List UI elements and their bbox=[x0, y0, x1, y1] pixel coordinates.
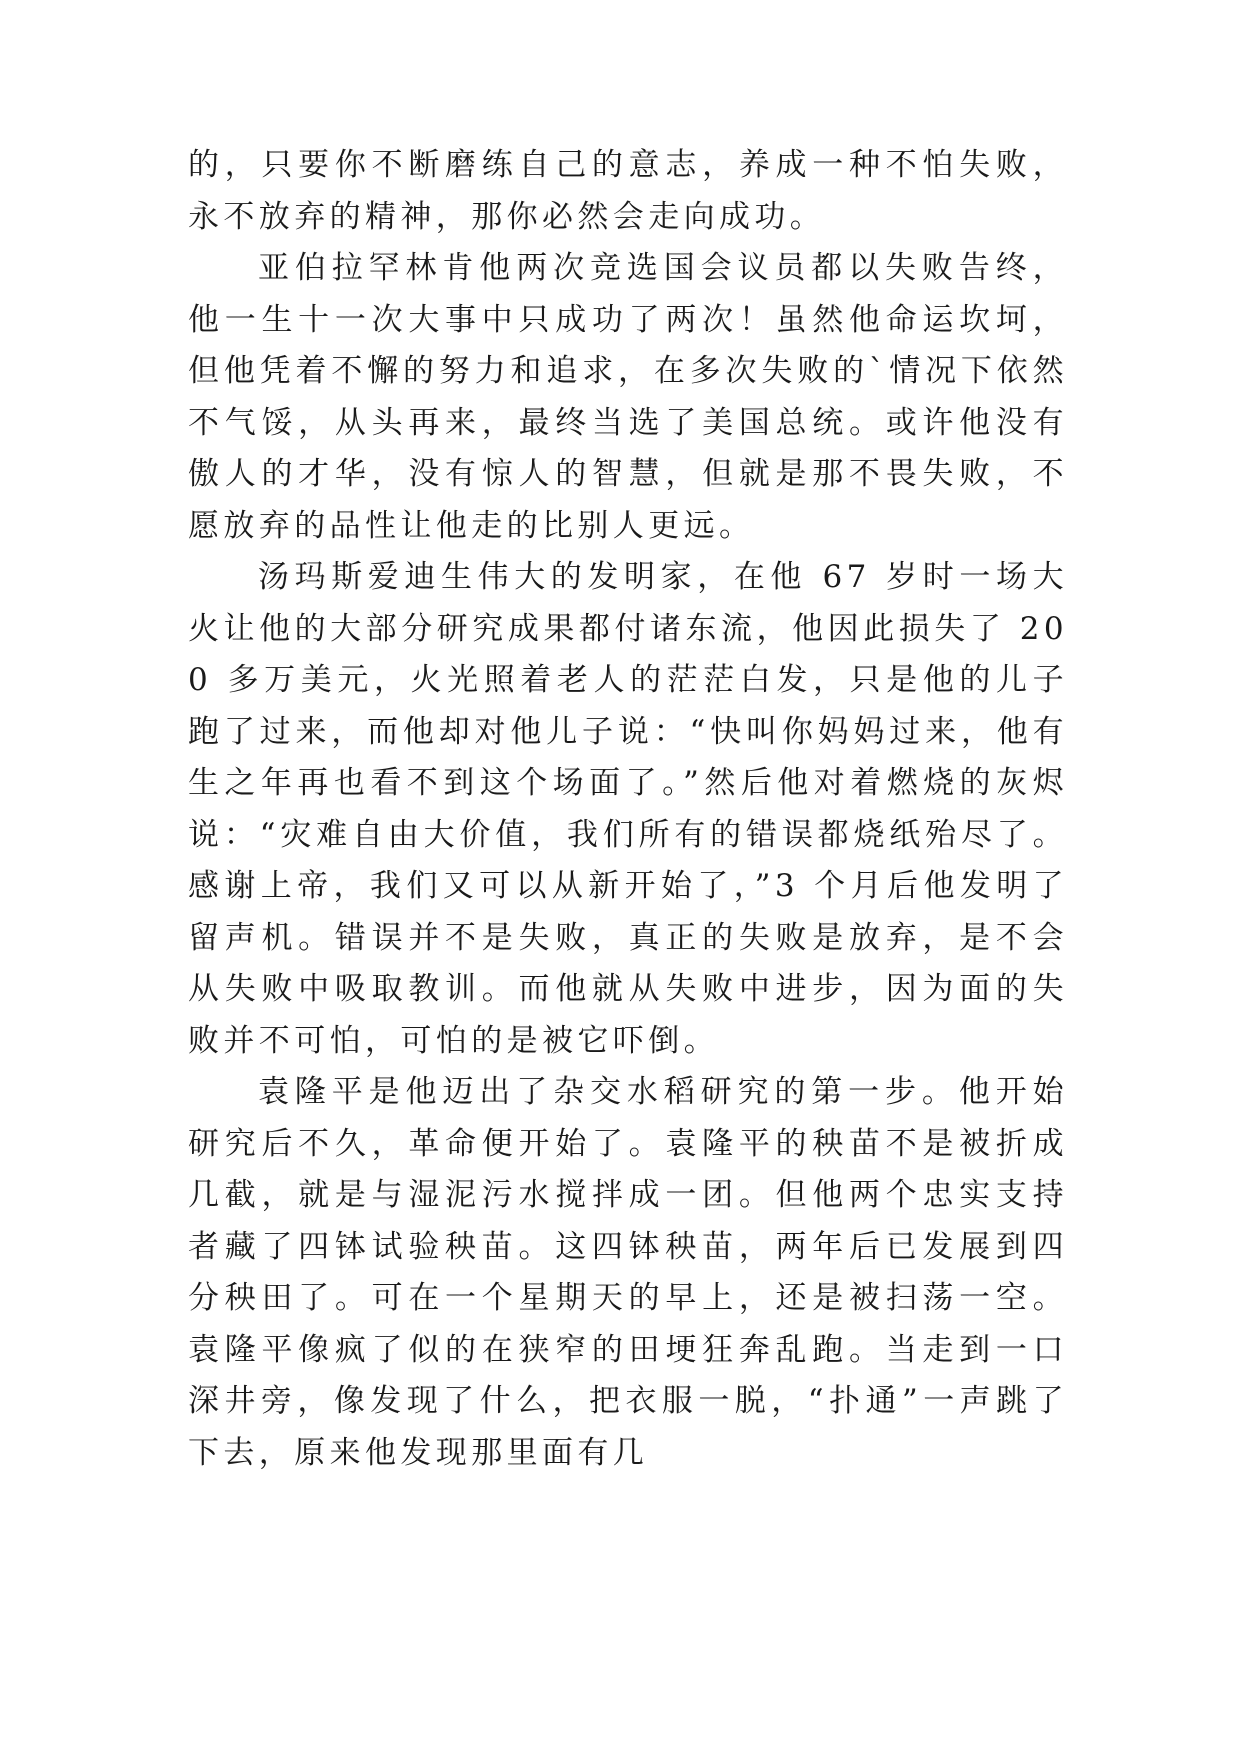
paragraph-1: 的，只要你不断磨练自己的意志，养成一种不怕失败，永不放弃的精神，那你必然会走向成功。 bbox=[188, 147, 1068, 235]
paragraph-4: 袁隆平是他迈出了杂交水稻研究的第一步。他开始研究后不久，革命便开始了。袁隆平的秧苗不是被折成几截，就是与湿泥污水搅拌成一团。但他两个忠实支持者藏了四钵试验秧苗。这四钵秧苗，两年后已发展到四分秧田了。可在一个星期天的早上，还是被扫荡一空。袁隆平像疯了似的在狭窄的田埂狂奔乱跑。当走到一口深井旁，像发现了什么，把衣服一脱，“扑通”一声跳了下去，原来他发现那里面有几 bbox=[188, 1074, 1068, 1471]
paragraph-3: 汤玛斯爱迪生伟大的发明家，在他 67 岁时一场大火让他的大部分研究成果都付诸东流，他因此损失了 200 多万美元，火光照着老人的茫茫白发，只是他的儿子跑了过来，而他却对他儿子说：“快叫你妈妈过来，他有生之年再也看不到这个场面了。”然后他对着燃烧的灰烬说：“灾难自由大价值，我们所有的错误都烧纸殆尽了。感谢上帝，我们又可以从新开始了，”3 个月后他发明了留声机。错误并不是失败，真正的失败是放弃，是不会从失败中吸取教训。而他就从失败中进步，因为面的失败并不可怕，可怕的是被它吓倒。 bbox=[188, 559, 1068, 1059]
paragraph-2: 亚伯拉罕林肯他两次竞选国会议员都以失败告终，他一生十一次大事中只成功了两次！虽然他命运坎坷，但他凭着不懈的努力和追求，在多次失败的`情况下依然不气馁，从头再来，最终当选了美国总统。或许他没有傲人的才华，没有惊人的智慧，但就是那不畏失败，不愿放弃的品性让他走的比别人更远。 bbox=[188, 250, 1068, 544]
document-body bbox=[188, 140, 1068, 1479]
